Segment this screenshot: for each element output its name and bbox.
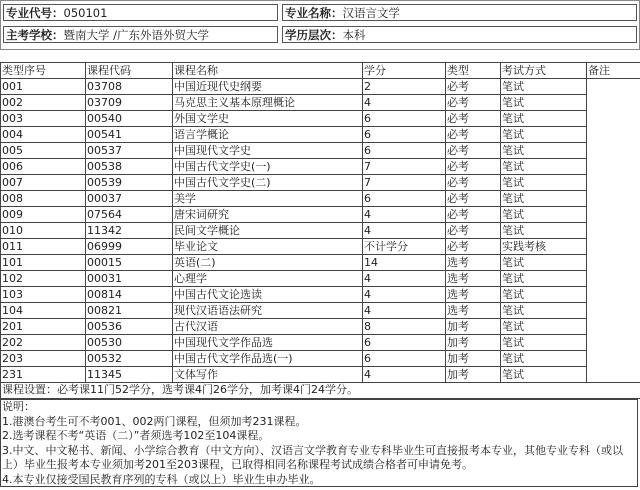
cell-type-seq: 002 — [1, 95, 86, 111]
cell-remarks — [587, 111, 640, 127]
cell-remarks — [587, 239, 640, 255]
cell-course-name: 古代汉语 — [173, 319, 363, 335]
cell-type-seq: 104 — [1, 303, 86, 319]
cell-credits: 6 — [363, 191, 446, 207]
table-row — [1, 95, 640, 111]
cell-course-code: 00015 — [86, 255, 173, 271]
table-row — [1, 111, 640, 127]
cell-type: 加考 — [446, 319, 501, 335]
cell-credits: 6 — [363, 127, 446, 143]
major-code-cell — [3, 4, 278, 21]
cell-credits: 6 — [363, 351, 446, 367]
cell-exam-method: 笔试 — [501, 95, 587, 111]
course-summary: 课程设置：必考课11门52学分，选考课4门26学分，加考课4门24学分。 — [0, 382, 640, 399]
cell-credits: 14 — [363, 255, 446, 271]
cell-course-code: 07564 — [86, 207, 173, 223]
cell-remarks — [587, 303, 640, 319]
cell-course-name: 英语(二) — [173, 255, 363, 271]
level-label: 学历层次： — [285, 28, 343, 42]
cell-course-name: 文体写作 — [173, 367, 363, 383]
cell-course-name: 马克思主义基本原理概论 — [173, 95, 363, 111]
cell-course-code: 11345 — [86, 367, 173, 383]
cell-course-name: 外国文学史 — [173, 111, 363, 127]
cell-course-name: 民间文学概论 — [173, 223, 363, 239]
cell-exam-method: 笔试 — [501, 255, 587, 271]
cell-exam-method: 笔试 — [501, 367, 587, 383]
major-code-value: 050101 — [63, 6, 108, 20]
cell-type: 必考 — [446, 111, 501, 127]
cell-exam-method: 笔试 — [501, 303, 587, 319]
cell-type-seq: 005 — [1, 143, 86, 159]
cell-type-seq: 011 — [1, 239, 86, 255]
cell-exam-method: 笔试 — [501, 287, 587, 303]
cell-type: 选考 — [446, 287, 501, 303]
table-header-row — [1, 63, 640, 79]
cell-exam-method: 笔试 — [501, 111, 587, 127]
cell-type: 必考 — [446, 207, 501, 223]
cell-remarks — [587, 207, 640, 223]
cell-remarks — [587, 159, 640, 175]
table-row — [1, 143, 640, 159]
cell-remarks — [587, 367, 640, 383]
cell-exam-method: 笔试 — [501, 127, 587, 143]
major-name-cell — [282, 4, 637, 21]
cell-course-name: 美学 — [173, 191, 363, 207]
table-row — [1, 303, 640, 319]
cell-course-name: 毕业论文 — [173, 239, 363, 255]
header-course-name: 课程名称 — [173, 63, 363, 79]
notes-box — [0, 399, 638, 487]
major-name-label: 专业名称： — [285, 6, 343, 20]
table-row — [1, 191, 640, 207]
cell-exam-method: 笔试 — [501, 191, 587, 207]
cell-type: 必考 — [446, 79, 501, 95]
note-line: 2.选考课程不考“英语（二）”者须选考102至104课程。 — [2, 429, 270, 442]
cell-type: 必考 — [446, 239, 501, 255]
table-row — [1, 127, 640, 143]
cell-type-seq: 001 — [1, 79, 86, 95]
cell-type-seq: 103 — [1, 287, 86, 303]
cell-course-code: 00532 — [86, 351, 173, 367]
table-row — [1, 159, 640, 175]
table-row — [1, 367, 640, 383]
table-row — [1, 223, 640, 239]
cell-type: 必考 — [446, 191, 501, 207]
cell-type: 加考 — [446, 367, 501, 383]
table-row — [1, 319, 640, 335]
table-row — [1, 255, 640, 271]
table-row — [1, 175, 640, 191]
cell-credits: 4 — [363, 95, 446, 111]
cell-type-seq: 009 — [1, 207, 86, 223]
cell-type-seq: 006 — [1, 159, 86, 175]
cell-course-name: 中国现代文学史 — [173, 143, 363, 159]
cell-remarks — [587, 335, 640, 351]
cell-type-seq: 004 — [1, 127, 86, 143]
cell-course-code: 00821 — [86, 303, 173, 319]
cell-type: 选考 — [446, 303, 501, 319]
cell-exam-method: 笔试 — [501, 351, 587, 367]
cell-remarks — [587, 191, 640, 207]
cell-type: 必考 — [446, 159, 501, 175]
cell-course-name: 语言学概论 — [173, 127, 363, 143]
table-row — [1, 239, 640, 255]
cell-course-code: 00031 — [86, 271, 173, 287]
cell-type: 加考 — [446, 351, 501, 367]
cell-type-seq: 101 — [1, 255, 86, 271]
cell-type-seq: 010 — [1, 223, 86, 239]
cell-course-code: 00037 — [86, 191, 173, 207]
header-course-code: 课程代码 — [86, 63, 173, 79]
header-type-seq: 类型序号 — [1, 63, 86, 79]
cell-course-name: 中国古代文学史(二) — [173, 175, 363, 191]
cell-course-name: 中国古代文论选读 — [173, 287, 363, 303]
cell-credits: 不计学分 — [363, 239, 446, 255]
cell-type: 必考 — [446, 127, 501, 143]
table-row — [1, 351, 640, 367]
school-label: 主考学校： — [6, 28, 64, 42]
cell-credits: 6 — [363, 111, 446, 127]
major-name-value: 汉语言文学 — [342, 6, 400, 20]
cell-remarks — [587, 255, 640, 271]
note-line: 上）毕业生报考本专业须加考201至203课程，已取得相同名称课程考试成绩合格者可申请免考。 — [2, 458, 473, 471]
header-type: 类型 — [446, 63, 501, 79]
cell-exam-method: 笔试 — [501, 271, 587, 287]
notes-title: 说明： — [2, 400, 35, 413]
cell-course-code: 00530 — [86, 335, 173, 351]
header-exam-method: 考试方式 — [501, 63, 587, 79]
cell-course-code: 03708 — [86, 79, 173, 95]
cell-course-name: 中国近现代史纲要 — [173, 79, 363, 95]
cell-remarks — [587, 79, 640, 95]
cell-type: 必考 — [446, 143, 501, 159]
cell-course-code: 00814 — [86, 287, 173, 303]
cell-credits: 4 — [363, 271, 446, 287]
cell-course-name: 现代汉语语法研究 — [173, 303, 363, 319]
cell-remarks — [587, 319, 640, 335]
cell-course-code: 03709 — [86, 95, 173, 111]
cell-course-name: 心理学 — [173, 271, 363, 287]
table-row — [1, 271, 640, 287]
cell-exam-method: 笔试 — [501, 319, 587, 335]
cell-remarks — [587, 287, 640, 303]
cell-course-code: 06999 — [86, 239, 173, 255]
table-row — [1, 207, 640, 223]
school-value: 暨南大学 /广东外语外贸大学 — [63, 28, 210, 42]
cell-credits: 2 — [363, 79, 446, 95]
cell-type: 选考 — [446, 255, 501, 271]
cell-exam-method: 笔试 — [501, 335, 587, 351]
cell-credits: 4 — [363, 303, 446, 319]
table-row — [1, 335, 640, 351]
cell-credits: 8 — [363, 319, 446, 335]
cell-credits: 7 — [363, 175, 446, 191]
major-info-panel — [0, 0, 640, 50]
cell-credits: 4 — [363, 287, 446, 303]
cell-course-code: 00538 — [86, 159, 173, 175]
cell-type: 加考 — [446, 335, 501, 351]
level-cell — [282, 26, 637, 43]
note-line: 4.本专业仅接受国民教育序列的专科（或以上）毕业生申办毕业。 — [2, 472, 321, 486]
cell-course-code: 00539 — [86, 175, 173, 191]
cell-remarks — [587, 271, 640, 287]
cell-credits: 4 — [363, 367, 446, 383]
cell-credits: 6 — [363, 143, 446, 159]
cell-course-name: 中国古代文学作品选(一) — [173, 351, 363, 367]
cell-type: 选考 — [446, 271, 501, 287]
cell-exam-method: 笔试 — [501, 143, 587, 159]
cell-type-seq: 008 — [1, 191, 86, 207]
cell-type-seq: 201 — [1, 319, 86, 335]
cell-course-code: 00540 — [86, 111, 173, 127]
cell-remarks — [587, 351, 640, 367]
table-row — [1, 287, 640, 303]
header-credits: 学分 — [363, 63, 446, 79]
level-value: 本科 — [342, 28, 366, 42]
cell-type-seq: 003 — [1, 111, 86, 127]
cell-course-name: 中国现代文学作品选 — [173, 335, 363, 351]
cell-type: 必考 — [446, 95, 501, 111]
cell-remarks — [587, 95, 640, 111]
cell-credits: 4 — [363, 223, 446, 239]
cell-exam-method: 笔试 — [501, 159, 587, 175]
cell-type-seq: 203 — [1, 351, 86, 367]
cell-exam-method: 笔试 — [501, 79, 587, 95]
cell-course-code: 11342 — [86, 223, 173, 239]
cell-credits: 4 — [363, 207, 446, 223]
school-cell — [3, 26, 278, 43]
cell-exam-method: 实践考核 — [501, 239, 587, 255]
note-line: 1.港澳台考生可不考001、002两门课程，但须加考231课程。 — [2, 414, 307, 428]
cell-type-seq: 202 — [1, 335, 86, 351]
cell-course-code: 00537 — [86, 143, 173, 159]
cell-remarks — [587, 127, 640, 143]
cell-type-seq: 231 — [1, 367, 86, 383]
cell-type-seq: 102 — [1, 271, 86, 287]
cell-type: 必考 — [446, 175, 501, 191]
cell-remarks — [587, 143, 640, 159]
major-code-label: 专业代号： — [6, 6, 64, 20]
cell-course-name: 唐宋词研究 — [173, 207, 363, 223]
cell-exam-method: 笔试 — [501, 207, 587, 223]
cell-exam-method: 笔试 — [501, 175, 587, 191]
cell-credits: 6 — [363, 335, 446, 351]
cell-course-name: 中国古代文学史(一) — [173, 159, 363, 175]
cell-type: 必考 — [446, 223, 501, 239]
header-remarks: 备注 — [587, 63, 640, 79]
cell-type-seq: 007 — [1, 175, 86, 191]
table-row — [1, 79, 640, 95]
cell-course-code: 00541 — [86, 127, 173, 143]
cell-remarks — [587, 223, 640, 239]
course-table — [0, 62, 640, 383]
cell-remarks — [587, 175, 640, 191]
cell-course-code: 00536 — [86, 319, 173, 335]
cell-credits: 7 — [363, 159, 446, 175]
note-line: 3.中文、中文秘书、新闻、小学综合教育（中文方向）、汉语言文学教育专业专科毕业生可直接报考本专业，其他专业专科（或以 — [2, 443, 623, 457]
cell-exam-method: 笔试 — [501, 223, 587, 239]
